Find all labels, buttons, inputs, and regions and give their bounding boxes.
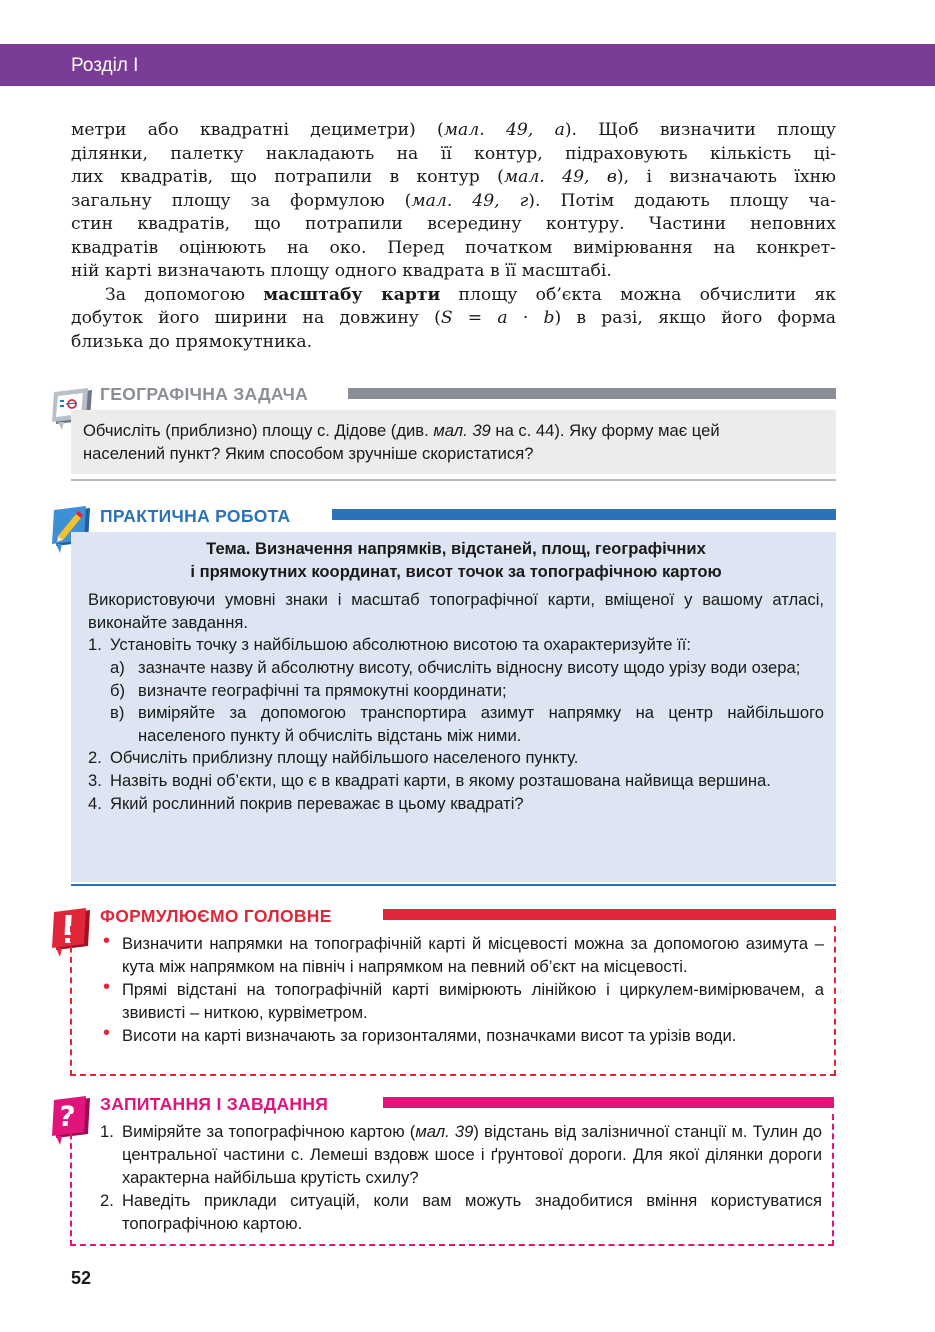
practical-box [71,532,836,882]
intro-line: загальну площу за формулою (мал. 49, г). Потім додають площу ча- [71,190,836,211]
geo-task-text: Обчисліть (приблизно) площу с. Дідове (див. мал. 39 на с. 44). Яку форму має цей [83,421,720,440]
geo-task-title: ГЕОГРАФІЧНА ЗАДАЧА [100,384,309,404]
summary-title: ФОРМУЛЮЄМО ГОЛОВНЕ [100,906,332,926]
list-item: 1. Установіть точку з найбільшою абсолютною висотою та охарактеризуйте її: а) зазначте назву й абсолютну висоту, обчисліть відносну висоту щодо урізу води озера; б) визначте географічні та прямокутні координати; в) виміряйте за допомогою транспортира азимут напрямку на центр найбільшого населеного пункту й обчисліть відстань між ними. [88,634,824,747]
intro-line: лих квадратів, що потрапили в контур (мал. 49, в), і визначають їхню [71,167,836,187]
practical-topic: Тема. Визначення напрямків, відстаней, площ, географічних і прямокутних координат, висот точок за топографічною картою [190,539,722,581]
intro-line: квадратів оцінюють на око. Перед початком вимірювання на конкрет- [71,237,836,258]
summary-bullet: • Визначити напрямки на топографічній карті й місцевості можна за допомогою азимута – кута між напрямком на північ і напрямком на певний об’єкт на місцевості. [103,930,824,976]
summary-box [70,926,836,1076]
intro-line: ділянки, палетку накладають на її контур, підраховують кількість ці- [71,143,836,164]
divider [71,884,836,886]
divider [71,479,836,481]
sub-list-item: а) зазначте назву й абсолютну висоту, обчисліть відносну висоту щодо урізу води озера; [110,657,801,677]
intro-line: добуток його ширини на довжину (S = a · b) в разі, якщо його форма [71,308,836,328]
list-item: 3. Назвіть водні об’єкти, що є в квадраті карти, в якому розташована найвища вершина. [88,770,771,790]
question-item: 2. Наведіть приклади ситуацій, коли вам можуть знадобитися вміння користуватися топографічною картою. [100,1191,822,1233]
intro-line: стин квадратів, що потрапили всередину контуру. Частини неповних [71,214,836,234]
list-item: 2. Обчисліть приблизну площу найбільшого населеного пункту. [88,748,579,768]
geo-task-text: населений пункт? Яким способом зручніше скористатися? [83,444,534,463]
questions-bar [383,1097,834,1108]
summary-bullet: • Висоти на карті визначають за горизонталями, позначками висот та урізів води. [103,1022,737,1045]
geo-task-box [71,410,836,474]
intro-line: метри або квадратні дециметри) (мал. 49, а). Щоб визначити площу [71,120,836,140]
bold-term: масштабу карти [263,284,441,305]
section-label: Розділ І [71,55,139,76]
practical-intro: Використовуючи умовні знаки і масштаб топографічної карти, вміщеної у вашому атласі, виконайте завдання. [88,590,824,632]
intro-line: близька до прямокутника. [71,331,313,352]
sub-list-item: в) виміряйте за допомогою транспортира азимут напрямку на центр найбільшого населеного пункту й обчисліть відстань між ними. [110,703,824,745]
sub-list-item: б) визначте географічні та прямокутні координати; [110,680,507,700]
intro-line: ній карті визначають площу одного квадрата в її масштабі. [71,261,612,281]
section-header-band [0,44,935,86]
practical-bar [332,509,836,520]
list-item: 4. Який рослинний покрив переважає в цьому квадраті? [88,793,524,813]
svg-text:?: ? [56,1100,77,1133]
questions-title: ЗАПИТАННЯ І ЗАВДАННЯ [100,1094,329,1114]
intro-line: За допомогою масштабу карти площу об’єкта можна обчислити як [105,284,836,305]
intro-text [71,119,836,354]
questions-box [70,1114,834,1246]
summary-bullet: • Прямі відстані на топографічній карті вимірюють лінійкою і циркулем-вимірювачем, а звивисті – ниткою, курвіметром. [103,976,824,1022]
question-item: 1. Виміряйте за топографічною картою (мал. 39) відстань від залізничної станції м. Тулин до центральної частини с. Лемеші вздовж шосе і ґрунтової дороги. Для якої ділянки дороги характерна найбільша крутість схилу? [100,1122,822,1187]
practical-title: ПРАКТИЧНА РОБОТА [100,506,291,526]
geo-task-bar [348,388,836,399]
summary-bar [383,909,836,920]
page-number: 52 [71,1268,92,1288]
formula: S = a · b [440,308,555,328]
